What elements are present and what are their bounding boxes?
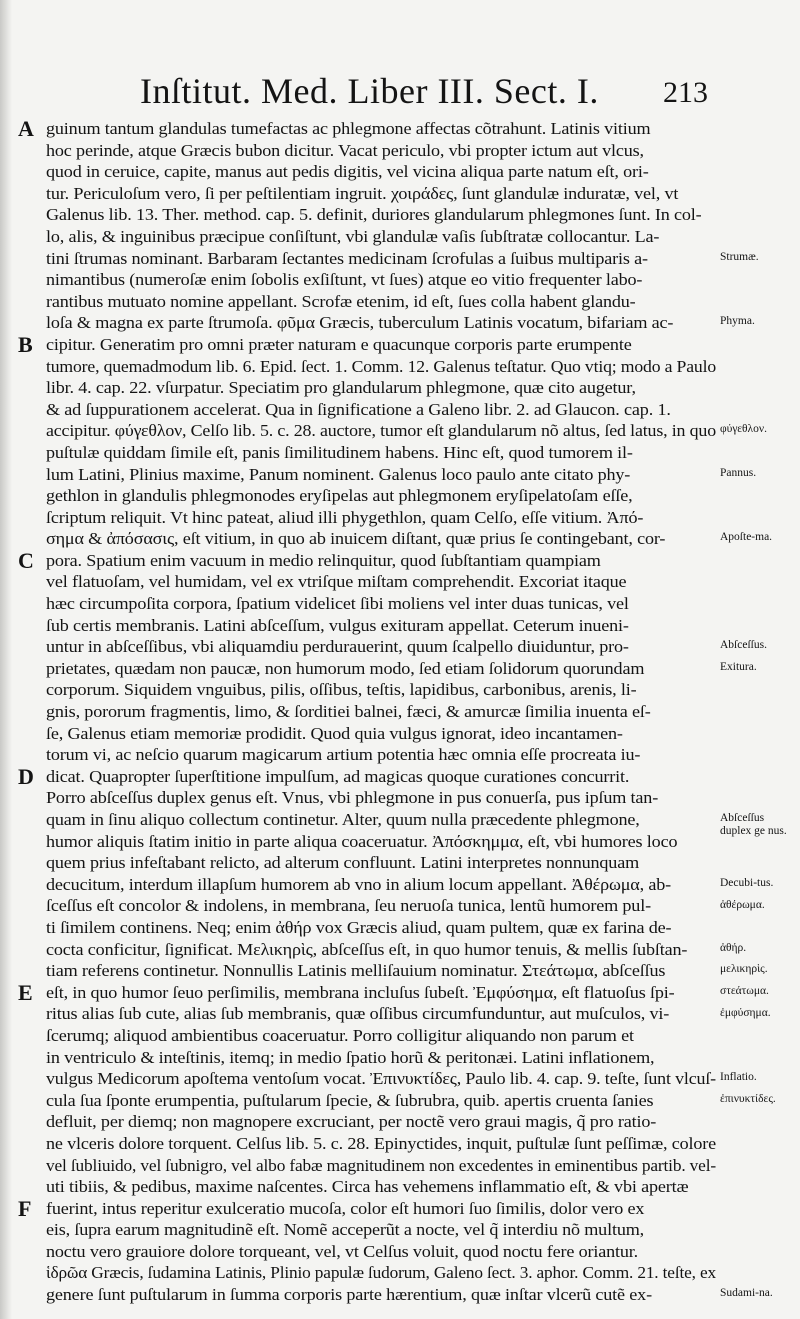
line-text: corporum. Siquidem vnguibus, pilis, oſſibus, teſtis, lapidibus, carbonibus, arenis, li- [46,680,637,700]
line-text: cocta conficitur, ſignificat. Μελικηρὶς, abſceſſus eſt, in quo humor tenuis, & mellis ſubſtan- [46,939,688,959]
section-letter: F [18,1195,32,1221]
line-text: gnis, pororum fragmentis, limo, & ſorditiei balnei, fæci, & amurcæ ſimilia inuenta eſ- [46,702,651,722]
text-line [18,547,716,573]
text-line [46,1133,716,1155]
text-line [46,183,716,205]
text-line [46,291,716,313]
line-text: decucitum, interdum illapſum humorem ab vno in alium locum appellant. Ἀθέρωμα, ab- [46,874,672,894]
text-line [18,1195,716,1221]
text-line [18,331,716,357]
line-text: vulgus Medicorum apoſtema ventoſum vocat. Ἐπινυκτίδες, Paulo lib. 4. cap. 9. teſte, ſunt vlcuſ- [46,1069,716,1089]
text-line [46,593,716,615]
line-text: genere ſunt puſtularum in ſumma corporis parte hærentium, quæ inſtar vlcerũ cutẽ ex- [46,1285,652,1305]
section-letter: E [18,979,33,1005]
line-text: fuerint, intus reperitur exulceratio mucoſa, color eſt humori ſuo ſimilis, dolor vero ex [46,1198,645,1218]
text-line [46,831,716,853]
text-line [46,507,716,529]
text-line [46,1025,716,1047]
line-text: quod in ceruice, capite, manus aut pedis digitis, vel vicina aliqua parte natum eſt, ori- [46,162,649,182]
line-text: puſtulæ quiddam ſimile eſt, panis ſimilitudinem habens. Hinc eſt, quod tumorem il- [46,442,633,462]
margin-note: Abſceſſus. [720,639,767,652]
line-text: eis, ſupra earum magnitudinẽ eſt. Nomẽ acceperũt a nocte, vel q̃ interdiu nõ multum, [46,1220,645,1240]
line-text: tini ſtrumas nominant. Barbaram ſectantes medicinam ſcrofulas a ſuibus multiparis a- [46,248,648,268]
line-text: prietates, quædam non paucæ, non humorum modo, ſed etiam ſolidorum quorundam [46,658,645,678]
text-line [46,1176,716,1198]
text-line [46,399,716,421]
line-text: σημα & ἀπόσασις, eſt vitium, in quo ab inuicem diſtant, quæ prius ſe contingebant, cor- [46,529,666,549]
line-text: tur. Periculoſum vero, ſi per peſtilentiam ingruit. χοιράδες, ſunt glandulæ induratæ, vel, vt [46,183,679,203]
text-line [46,615,716,637]
text-line [46,140,716,162]
line-text: lum Latini, Plinius maxime, Panum nominent. Galenus loco paulo ante citato phy- [46,464,631,484]
text-line [46,1003,716,1025]
text-line [46,528,716,550]
text-line [46,723,716,745]
margin-note: Exitura. [720,661,757,673]
margin-note: Phyma. [720,315,755,328]
margin-note: στεάτωμα. [720,985,769,997]
text-line [46,701,716,723]
text-line [46,1219,716,1241]
line-text: Porro abſceſſus duplex genus eſt. Vnus, vbi phlegmone in pus conuerſa, pus ipſum tan- [46,788,659,808]
line-text: quem prius infeſtabant relicto, ad alterum confluunt. Latini interpretes nonnunquam [46,853,640,873]
section-letter: C [18,547,34,573]
text-line [46,960,716,982]
text-line [46,1284,716,1306]
page-number: 213 [663,76,708,109]
main-text-column [18,116,717,1306]
line-text: & ad ſuppurationem accelerat. Qua in ſignificatione a Galeno libr. 2. ad Glaucon. cap. 1. [46,399,671,419]
text-line [46,895,716,917]
line-text: vel ſubliuido, vel ſubnigro, vel albo fabæ magnitudinem non excedentes in eminentibus partib. vel- [46,1155,716,1175]
line-text: ſe, Galenus etiam memoriæ prodidit. Quod quia vulgus ignorat, ideo incantamen- [46,723,623,743]
line-text: dicat. Quapropter ſuperſtitione impulſum, ad magicas quoque curationes concurrit. [46,766,630,786]
text-line [46,356,716,378]
line-text: defluit, per diemq; non magnopere excruciant, per noctẽ vero graui magis, q̃ pro ratio- [46,1112,657,1132]
line-text: lo, alis, & inguinibus præcipue conſiſtunt, vbi glandulæ vaſis ſubſtratæ collocantur. La- [46,226,660,246]
running-header [140,70,708,122]
margin-note: Abſceſſus duplex ge nus. [720,812,787,838]
line-text: rantibus mutuato nomine appellant. Scrofæ etenim, id eſt, ſues colla habent glandu- [46,291,636,311]
margin-note: Apoſte-ma. [720,531,773,544]
text-line [46,377,716,399]
line-text: loſa & magna ex parte ſtrumoſa. φῦμα Græcis, tuberculum Latinis vocatum, bifariam ac- [46,313,674,333]
text-line [46,485,716,507]
line-text: vel flatuoſam, vel humidam, vel ex vtriſque miſtam comprehendit. Excoriat itaque [46,572,627,592]
text-line [46,1241,716,1263]
margin-note: Decubi-tus. [720,877,774,889]
text-line [46,161,716,183]
line-text: uti tibiis, & pedibus, maxime naſcentes. Circa has vehemens inflammatio eſt, & vbi apertæ [46,1177,689,1197]
line-text: Galenus lib. 13. Ther. method. cap. 5. definit, duriores glandularum phlegmones ſunt. In col- [46,205,702,225]
line-text: ſceſſus eſt concolor & indolens, in membrana, ſeu neruoſa tunica, lentũ humorem pul- [46,896,651,916]
section-letter: A [18,116,34,141]
line-text: accipitur. φύγεθλον, Celſo lib. 5. c. 28. auctore, tumor eſt glandularum nõ altus, ſed latus, in quo [46,421,717,441]
text-line [46,312,716,334]
margin-note: Pannus. [720,466,757,479]
text-line [46,1068,716,1090]
line-text: hæc circumpoſita corpora, ſpatium videlicet ſibi moliens vel inter duas tunicas, vel [46,594,629,614]
section-letter: B [18,331,33,357]
line-text: cipitur. Generatim pro omni præter naturam e quacunque corporis parte erumpente [46,334,632,354]
running-title: Inſtitut. Med. Liber III. Sect. I. [140,71,599,111]
text-line [46,787,716,809]
page-edge-shadow [0,0,12,1319]
text-line [46,1262,716,1284]
text-line [46,658,716,680]
margin-note: ἀθέρωμα. [720,898,765,911]
text-line [46,852,716,874]
text-line [46,1090,716,1112]
line-text: ſcerumq; aliquod ambientibus coaceruatur. Porro colligitur aliquando non parum et [46,1025,634,1045]
line-text: ritus alias ſub cute, alias ſub membranis, quæ oſſibus circumfunduntur, aut muſculos, vi- [46,1004,670,1024]
text-line [46,809,716,831]
text-line [46,744,716,766]
text-line [46,1155,716,1177]
line-text: torum vi, ac neſcio quarum magicarum artium potentia hæc omnia eſſe procreata iu- [46,745,641,765]
text-line [18,979,716,1005]
line-text: ne vlceris dolore torquent. Celſus lib. 5. c. 28. Epinyctides, inquit, puſtulæ ſunt peſſimæ, colore [46,1133,716,1153]
line-text: untur in abſceſſibus, vbi aliquamdiu perdurauerint, quum ſcalpello diuiduntur, pro- [46,637,629,657]
line-text: ſcriptum reliquit. Vt hinc pateat, aliud illi phygethlon, quam Celſo, eſſe vitium. Ἀπό- [46,507,644,527]
line-text: eſt, in quo humor ſeuo perſimilis, membrana incluſus ſubeſt. Ἐμφύσημα, eſt flatuoſus ſpi- [46,982,675,1002]
text-line [46,571,716,593]
text-line [46,464,716,486]
text-line [46,679,716,701]
line-text: guinum tantum glandulas tumefactas ac phlegmone affectas cõtrahunt. Latinis vitium [46,119,651,138]
margin-note: ἐπινυκτίδες. [720,1093,776,1105]
line-text: ti ſimilem continens. Neq; enim ἀθήρ vox Græcis aliud, quam pultem, quæ ex farina de- [46,917,672,937]
margin-note: φύγεθλον. [720,423,767,436]
line-text: in ventriculo & inteſtinis, itemq; in medio ſpatio horũ & peritonæi. Latini inflationem, [46,1047,655,1067]
margin-note: Strumæ. [720,250,759,263]
line-text: noctu vero grauiore dolore torqueant, vel, vt Celſus voluit, quod noctu fere oriantur. [46,1241,639,1261]
text-line [46,442,716,464]
text-line [18,116,716,141]
line-text: libr. 4. cap. 22. vſurpatur. Speciatim pro glandularum phlegmone, quæ cito augetur, [46,378,636,398]
line-text: gethlon in glandulis phlegmonodes eryſipelas aut phlegmonem eryſipelatoſam eſſe, [46,486,633,506]
margin-note: μελικηρὶς. [720,963,768,976]
text-line [46,269,716,291]
line-text: humor aliquis ſtatim initio in parte aliqua coaceruatur. Ἀπόσκημμα, eſt, vbi humores loco [46,831,678,851]
line-text: tiam referens continetur. Nonnullis Latinis melliſauium nominatur. Στεάτωμα, abſceſſus [46,961,666,981]
text-line [46,874,716,896]
text-line [46,1111,716,1133]
margin-note: ἀθήρ. [720,941,747,954]
margin-note: ἐμφύσημα. [720,1006,771,1019]
text-line [46,226,716,248]
line-text: cula ſua ſponte erumpentia, puſtularum ſpecie, & ſubrubra, quib. apertis cruenta ſanies [46,1090,654,1110]
margin-note: Inflatio. [720,1071,757,1084]
text-line [46,939,716,961]
line-text: ἱδρῶα Græcis, ſudamina Latinis, Plinio papulæ ſudorum, Galeno ſect. 3. aphor. Comm. 21. teſte, ex [46,1263,716,1283]
text-line [46,420,716,442]
text-line [46,636,716,658]
text-line [46,204,716,226]
line-text: pora. Spatium enim vacuum in medio relinquitur, quod ſubſtantiam quampiam [46,550,601,570]
line-text: nimantibus (numeroſæ enim ſobolis exſiſtunt, vt ſues) atque eo vitio frequenter labo- [46,270,643,290]
line-text: tumore, quemadmodum lib. 6. Epid. ſect. 1. Comm. 12. Galenus teſtatur. Quo vtiq; modo a Paulo [46,356,716,376]
margin-note: Sudami-na. [720,1287,773,1300]
text-line [46,917,716,939]
text-line [46,1047,716,1069]
line-text: hoc perinde, atque Græcis bubon dicitur. Vacat periculo, vbi propter ictum aut vlcus, [46,140,644,160]
text-line [46,248,716,270]
section-letter: D [18,763,34,789]
line-text: quam in ſinu aliquo collectum continetur. Alter, quum nulla præcedente phlegmone, [46,810,640,829]
line-text: ſub certis membranis. Latini abſceſſum, vulgus exituram appellat. Ceterum inueni- [46,615,629,635]
text-line [18,763,716,789]
